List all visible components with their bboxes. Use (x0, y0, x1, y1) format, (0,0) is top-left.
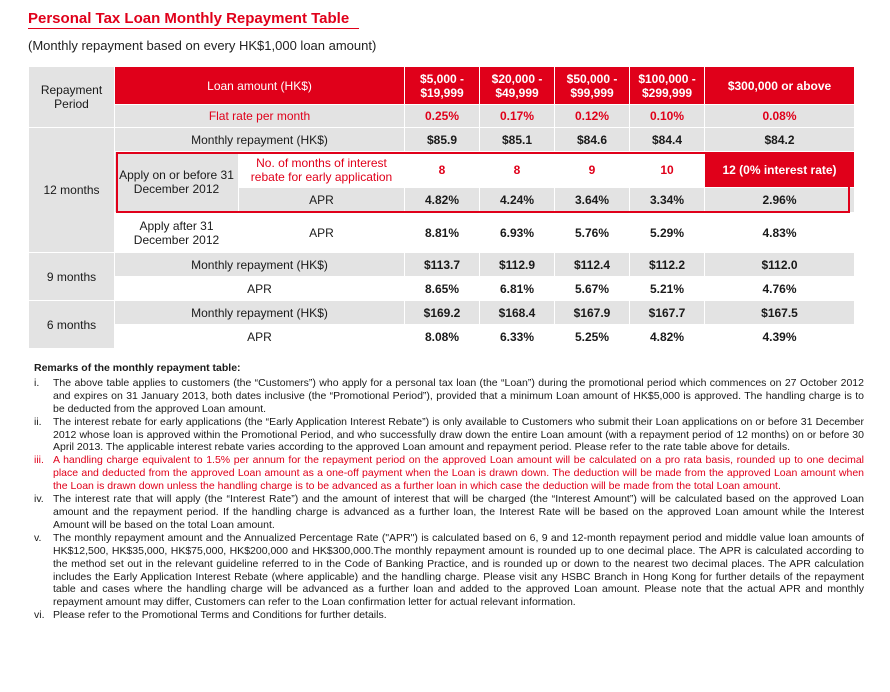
rebate-cell: 8 (405, 152, 480, 188)
flat-rate-label: Flat rate per month (115, 105, 405, 128)
monthly-repayment-cell: $112.0 (705, 253, 855, 277)
remark-text: The above table applies to customers (the “Customers”) who apply for a personal tax loan (the “Loan”) during the promotional period which commences on 27 October 2012 and expires on 31 January 2013, both dates inclusive (the “Promotional Period”), provided that a minimum Loan amount of HK$5,000 is approved. The handling charge is to be deducted from the approved Loan amount. (53, 376, 864, 415)
rebate-cell: 9 (555, 152, 630, 188)
period-6-months: 6 months (29, 301, 115, 349)
apr-cell: 8.08% (405, 325, 480, 349)
monthly-repayment-cell: $85.1 (480, 128, 555, 152)
apr-cell: 5.25% (555, 325, 630, 349)
apr-cell: 8.81% (405, 213, 480, 253)
remark-number: i. (34, 376, 40, 389)
apr-cell: 2.96% (705, 188, 855, 213)
remarks-section (34, 362, 864, 622)
monthly-repayment-cell: $112.9 (480, 253, 555, 277)
remark-number: ii. (34, 415, 42, 428)
apr-cell: 5.67% (555, 277, 630, 301)
monthly-repayment-cell: $167.9 (555, 301, 630, 325)
loan-band-header: $50,000 - $99,999 (555, 67, 630, 105)
remark-text: Please refer to the Promotional Terms and Conditions for further details. (53, 609, 387, 622)
apply-before-label: Apply on or before 31 December 2012 (115, 152, 239, 213)
rebate-cell-highlight: 12 (0% interest rate) (705, 152, 855, 188)
apr-cell: 8.65% (405, 277, 480, 301)
apr-cell: 4.39% (705, 325, 855, 349)
apr-cell: 6.93% (480, 213, 555, 253)
rebate-cell: 10 (630, 152, 705, 188)
apr-label: APR (239, 213, 405, 253)
remark-item (34, 493, 864, 532)
page-title: Personal Tax Loan Monthly Repayment Table (28, 10, 359, 29)
monthly-repayment-label: Monthly repayment (HK$) (115, 301, 405, 325)
remark-item (34, 377, 864, 416)
apr-cell: 4.83% (705, 213, 855, 253)
remark-number: v. (34, 531, 42, 544)
period-9-months: 9 months (29, 253, 115, 301)
period-12-months: 12 months (29, 128, 115, 253)
apr-label: APR (115, 277, 405, 301)
monthly-repayment-cell: $168.4 (480, 301, 555, 325)
remark-text: The interest rate that will apply (the “Interest Rate”) and the amount of interest that will be charged (the “Interest Amount”) will be calculated based on the approved Loan amount and the repayment period. If the handling charge is advanced as a further loan, the Interest Rate will be based on the approved Loan amount while the Interest Amount will be based on the total Loan amount. (53, 493, 864, 531)
repayment-table (28, 66, 855, 349)
remark-item (34, 416, 864, 455)
remark-item (34, 609, 864, 622)
flat-rate-cell: 0.25% (405, 105, 480, 128)
remark-text: The monthly repayment amount and the Annualized Percentage Rate ("APR") is calculated based on 6, 9 and 12-month repayment period and middle value loan amounts of HK$12,500, HK$35,000, HK$75,000, HK$200,000 and HK$300,000.The monthly repayment amount is rounded up to one decimal place. The APR is calculated according to the method set out in the relevant guideline referred to in the Code of Banking Practice, and is rounded up or down to the nearest two decimal places. The APR calculation includes the Early Application Interest Rebate (where applicable) and the handling charge. Please visit any HSBC Branch in Hong Kong for further details of the repayment table and cases where the handling charge will be advanced as a further loan and added to the approved Loan amount. Please note that the actual APR and monthly repayment amount may differ, Customers can refer to the Loan confirmation letter for actual relevant information. (53, 531, 864, 609)
monthly-repayment-cell: $84.6 (555, 128, 630, 152)
remarks-title: Remarks of the monthly repayment table: (34, 362, 241, 374)
apply-after-label: Apply after 31 December 2012 (115, 213, 239, 253)
monthly-repayment-cell: $84.4 (630, 128, 705, 152)
apr-cell: 6.33% (480, 325, 555, 349)
apr-cell: 4.24% (480, 188, 555, 213)
apr-cell: 5.29% (630, 213, 705, 253)
remark-number: iv. (34, 493, 44, 506)
monthly-repayment-label: Monthly repayment (HK$) (115, 253, 405, 277)
apr-cell: 3.64% (555, 188, 630, 213)
remark-number: vi. (34, 609, 45, 622)
remark-number: iii. (34, 454, 44, 467)
rebate-label: No. of months of interest rebate for early application (239, 152, 405, 188)
repayment-period-header: Repayment Period (29, 67, 115, 128)
loan-band-header: $5,000 - $19,999 (405, 67, 480, 105)
apr-cell: 3.34% (630, 188, 705, 213)
remark-text: The interest rebate for early applications (the “Early Application Interest Rebate”) is only available to Customers who submit their Loan applications on or before 31 December 2012 whose loan is approved within the Promotional Period, and who successfully draw down the entire Loan amount (with a repayment period of 12 months) on or before 30 April 2013. The applicable interest rebate varies according to the approved Loan amount and repayment period. Please refer to the rate table above for details. (53, 415, 864, 454)
page-subtitle: (Monthly repayment based on every HK$1,000 loan amount) (28, 38, 377, 53)
loan-amount-header: Loan amount (HK$) (115, 67, 405, 105)
remarks-list (34, 377, 864, 622)
monthly-repayment-cell: $84.2 (705, 128, 855, 152)
monthly-repayment-cell: $169.2 (405, 301, 480, 325)
monthly-repayment-cell: $112.4 (555, 253, 630, 277)
monthly-repayment-cell: $167.7 (630, 301, 705, 325)
apr-label: APR (239, 188, 405, 213)
apr-cell: 4.82% (630, 325, 705, 349)
remark-item (34, 532, 864, 609)
apr-cell: 5.21% (630, 277, 705, 301)
monthly-repayment-cell: $167.5 (705, 301, 855, 325)
flat-rate-cell: 0.12% (555, 105, 630, 128)
monthly-repayment-cell: $113.7 (405, 253, 480, 277)
flat-rate-cell: 0.17% (480, 105, 555, 128)
remark-item-highlight (34, 454, 864, 493)
monthly-repayment-cell: $85.9 (405, 128, 480, 152)
loan-band-header: $100,000 - $299,999 (630, 67, 705, 105)
apr-cell: 6.81% (480, 277, 555, 301)
apr-label: APR (115, 325, 405, 349)
apr-cell: 5.76% (555, 213, 630, 253)
apr-cell: 4.76% (705, 277, 855, 301)
monthly-repayment-label: Monthly repayment (HK$) (115, 128, 405, 152)
loan-band-header: $20,000 - $49,999 (480, 67, 555, 105)
remark-text: A handling charge equivalent to 1.5% per annum for the repayment period on the approved Loan amount will be calculated on a pro rata basis, rounded up to one decimal place and deducted from the approved Loan amount as a one-off payment when the Loan is drawn down. The deduction will be made from the approved Loan amount when the Loan is drawn down unless the handling charge is to be advanced as a further loan in which case the deduction will be made from the total Loan amount. (53, 454, 864, 493)
flat-rate-cell: 0.10% (630, 105, 705, 128)
loan-band-header: $300,000 or above (705, 67, 855, 105)
apr-cell: 4.82% (405, 188, 480, 213)
rebate-cell: 8 (480, 152, 555, 188)
monthly-repayment-cell: $112.2 (630, 253, 705, 277)
flat-rate-cell: 0.08% (705, 105, 855, 128)
